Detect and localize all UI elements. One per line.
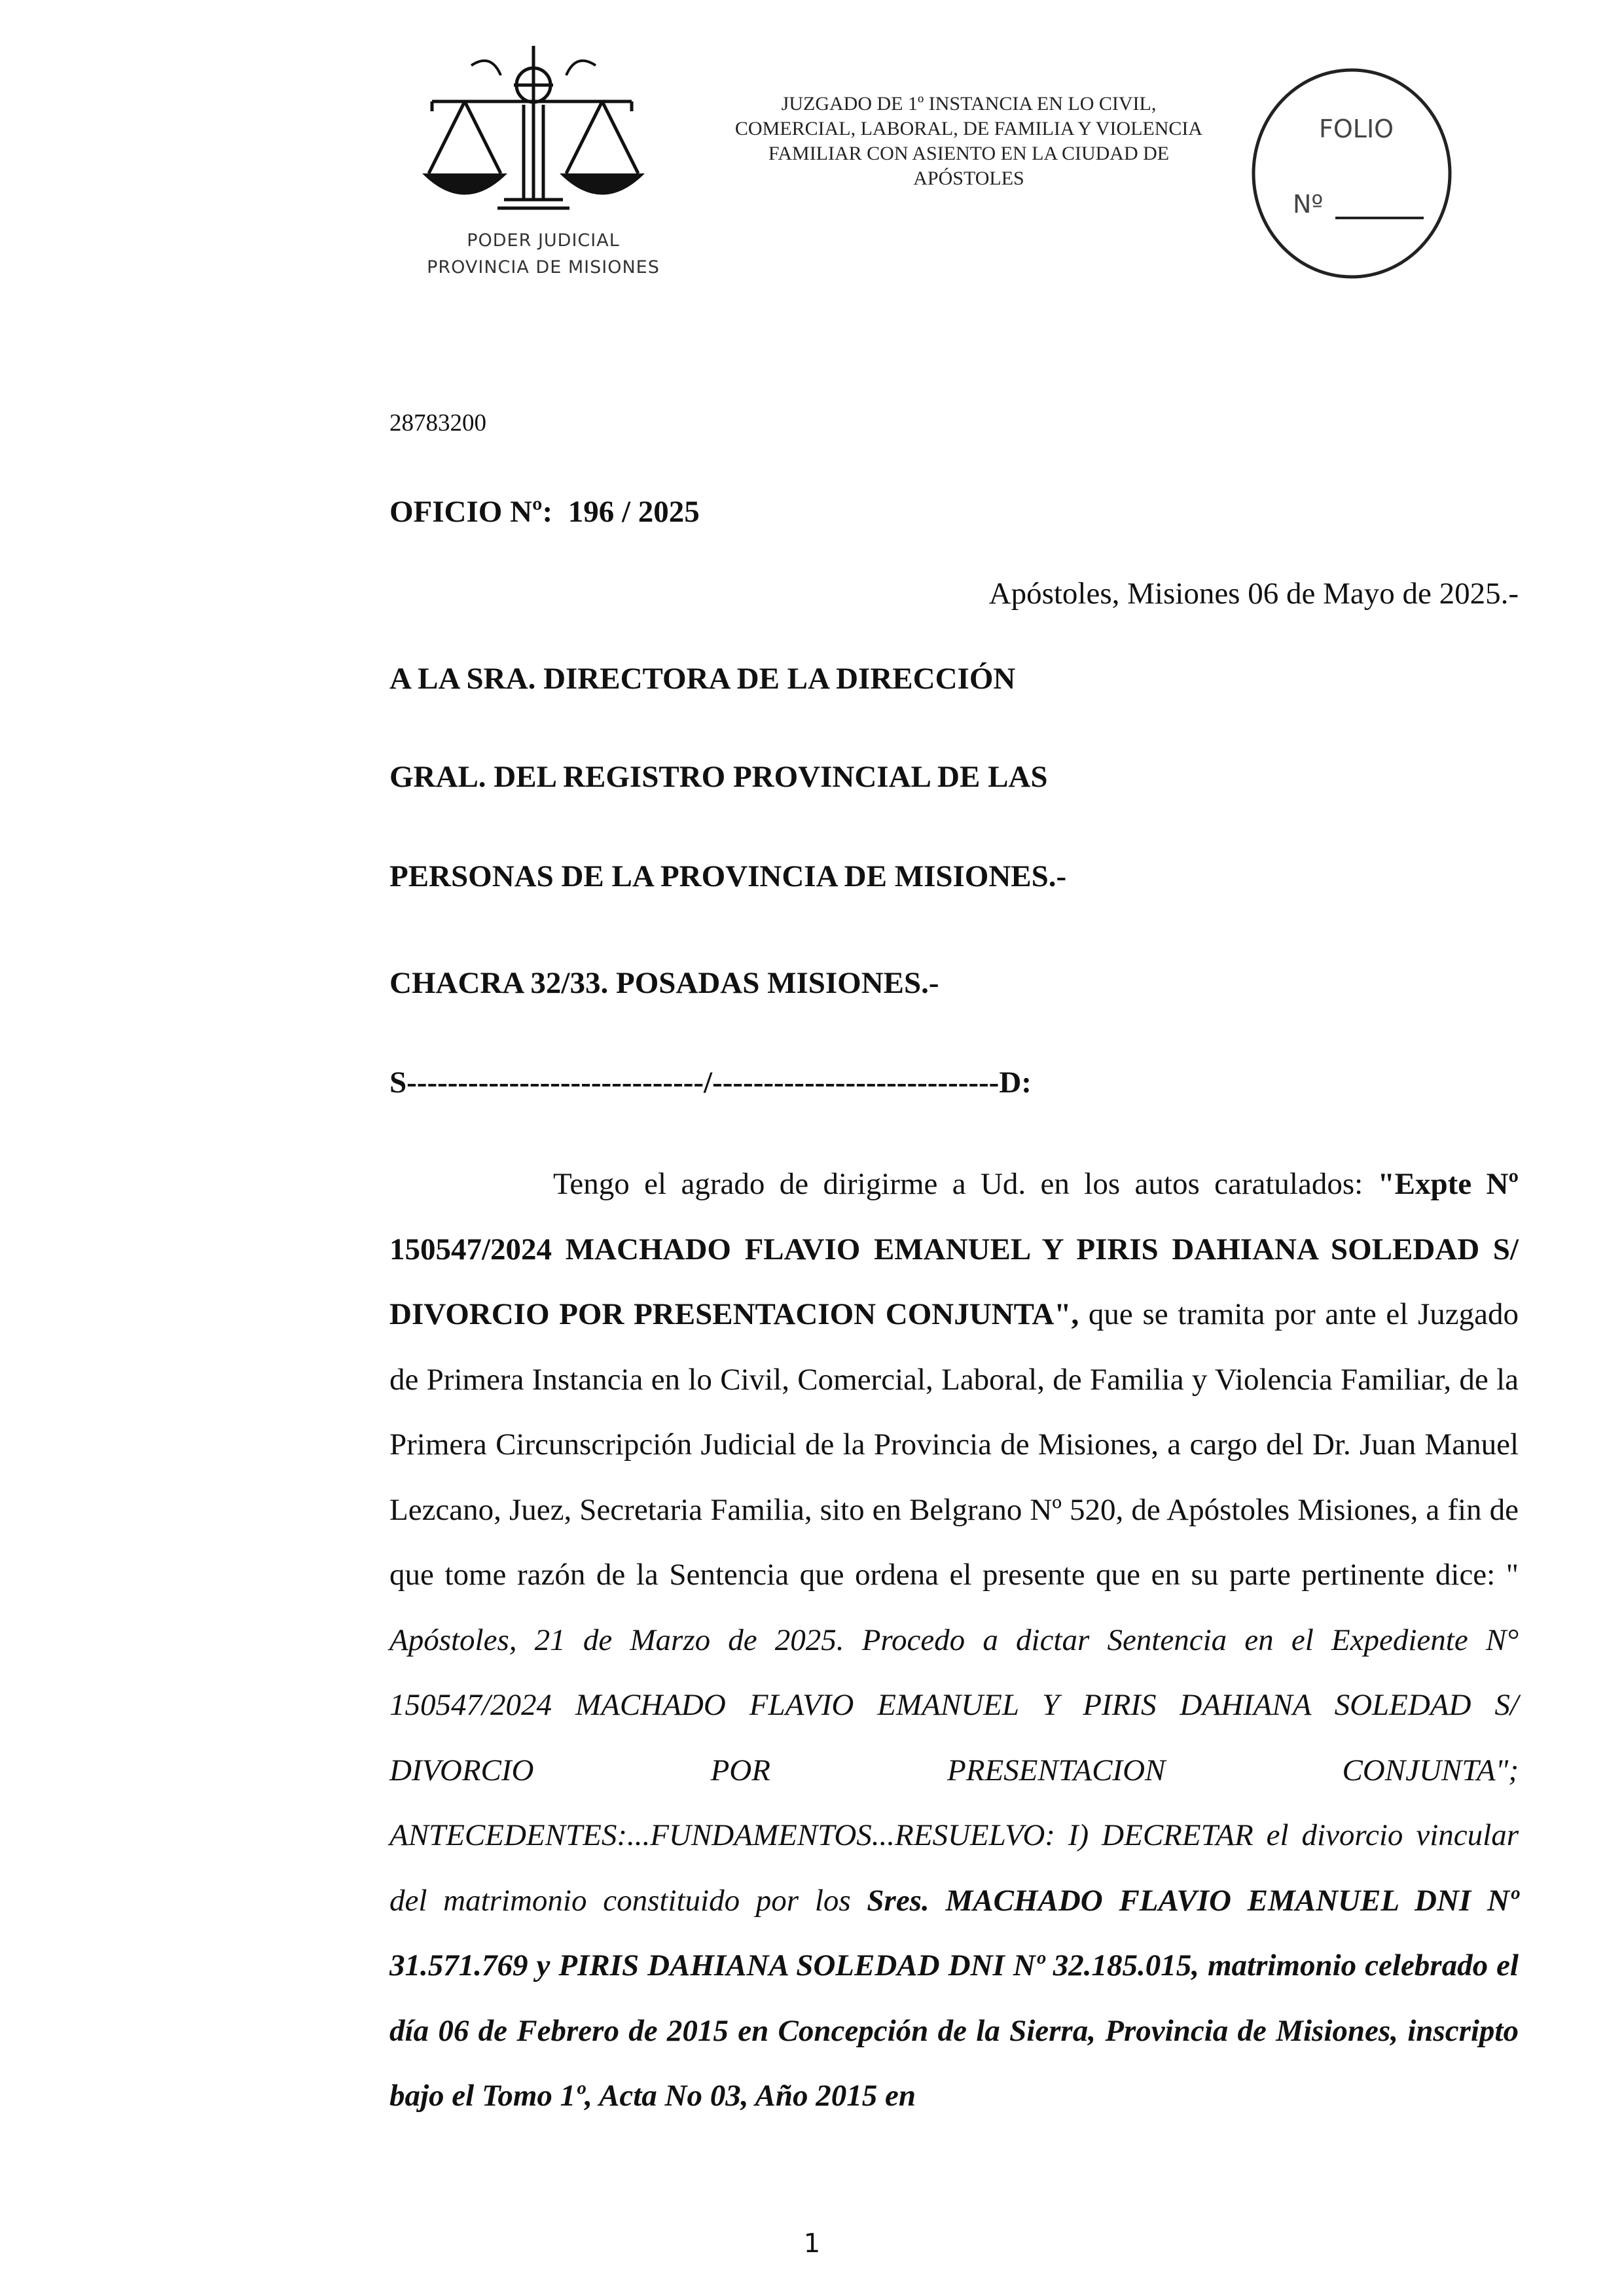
court-header-line-3: FAMILIAR CON ASIENTO EN LA CIUDAD DE bbox=[768, 143, 1170, 164]
court-header-line-2: COMERCIAL, LABORAL, DE FAMILIA Y VIOLENCIA bbox=[734, 118, 1203, 139]
folio-number-label: Nº bbox=[1293, 190, 1324, 219]
sentence-quote-bold: Sres. MACHADO FLAVIO EMANUEL DNI Nº 31.571.769 y PIRIS DAHIANA SOLEDAD DNI Nº 32.185.015, matrimonio celebrado el día 06 de Febrero de 2015 en Concepción de la Sierra, Provincia de Misiones, inscripto bajo el Tomo 1º, Acta No 03, Año 2015 en bbox=[389, 1883, 1519, 2113]
case-title: "Expte Nº 150547/2024 MACHADO FLAVIO EMANUEL Y PIRIS DAHIANA SOLEDAD S/ DIVORCIO POR PRESENTACION CONJUNTA", bbox=[389, 1167, 1519, 1331]
court-header bbox=[681, 92, 1257, 191]
folio-circle-icon bbox=[1244, 62, 1453, 291]
folio-label: FOLIO bbox=[1319, 115, 1394, 143]
court-header-line-4: APÓSTOLES bbox=[913, 168, 1024, 189]
addressee-line-4: CHACRA 32/33. POSADAS MISIONES.- bbox=[389, 966, 939, 1000]
seal-line-1: PODER JUDICIAL bbox=[467, 230, 620, 251]
place-date: Apóstoles, Misiones 06 de Mayo de 2025.- bbox=[988, 577, 1519, 611]
folio-stamp bbox=[1244, 62, 1453, 291]
body-middle: que se tramita por ante el Juzgado de Primera Instancia en lo Civil, Comercial, Laboral, de Familia y Violencia Familiar, de la Primera Circunscripción Judicial de la Provincia de Misiones, a cargo del Dr. Juan Manuel Lezcano, Juez, Secretaria Familia, sito en Belgrano Nº 520, de Apóstoles Misiones, a fin de que tome razón de la Sentencia que ordena el presente que en su parte pertinente dice: " bbox=[389, 1297, 1519, 1592]
addressee-line-1: A LA SRA. DIRECTORA DE LA DIRECCIÓN bbox=[389, 662, 1016, 696]
sentence-quote: Apóstoles, 21 de Marzo de 2025. Procedo a dictar Sentencia en el Expediente N° 150547/2024 MACHADO FLAVIO EMANUEL Y PIRIS DAHIANA SOLEDAD S/ DIVORCIO POR PRESENTACION CONJUNTA"; ANTECEDENTES:...FUNDAMENTOS...RESUELVO: I) DECRETAR el divorcio vincular del matrimonio constituido por los bbox=[389, 1623, 1519, 1918]
oficio-number: OFICIO Nº: 196 / 2025 bbox=[389, 495, 700, 529]
court-header-line-1: JUZGADO DE 1º INSTANCIA EN LO CIVIL, bbox=[781, 93, 1157, 115]
reference-number: 28783200 bbox=[389, 410, 486, 437]
body-intro: Tengo el agrado de dirigirme a Ud. en los autos caratulados: bbox=[553, 1167, 1378, 1201]
addressee-line-3: PERSONAS DE LA PROVINCIA DE MISIONES.- bbox=[389, 859, 1067, 893]
judicial-seal bbox=[406, 39, 681, 288]
salutation: S-----------------------------/----------------------------D: bbox=[389, 1066, 1032, 1100]
addressee-line-2: GRAL. DEL REGISTRO PROVINCIAL DE LAS bbox=[389, 760, 1048, 794]
scales-of-justice-icon bbox=[406, 39, 681, 236]
body-paragraph bbox=[389, 1152, 1519, 2129]
seal-line-2: PROVINCIA DE MISIONES bbox=[427, 257, 660, 278]
page-number: 1 bbox=[803, 2229, 821, 2259]
